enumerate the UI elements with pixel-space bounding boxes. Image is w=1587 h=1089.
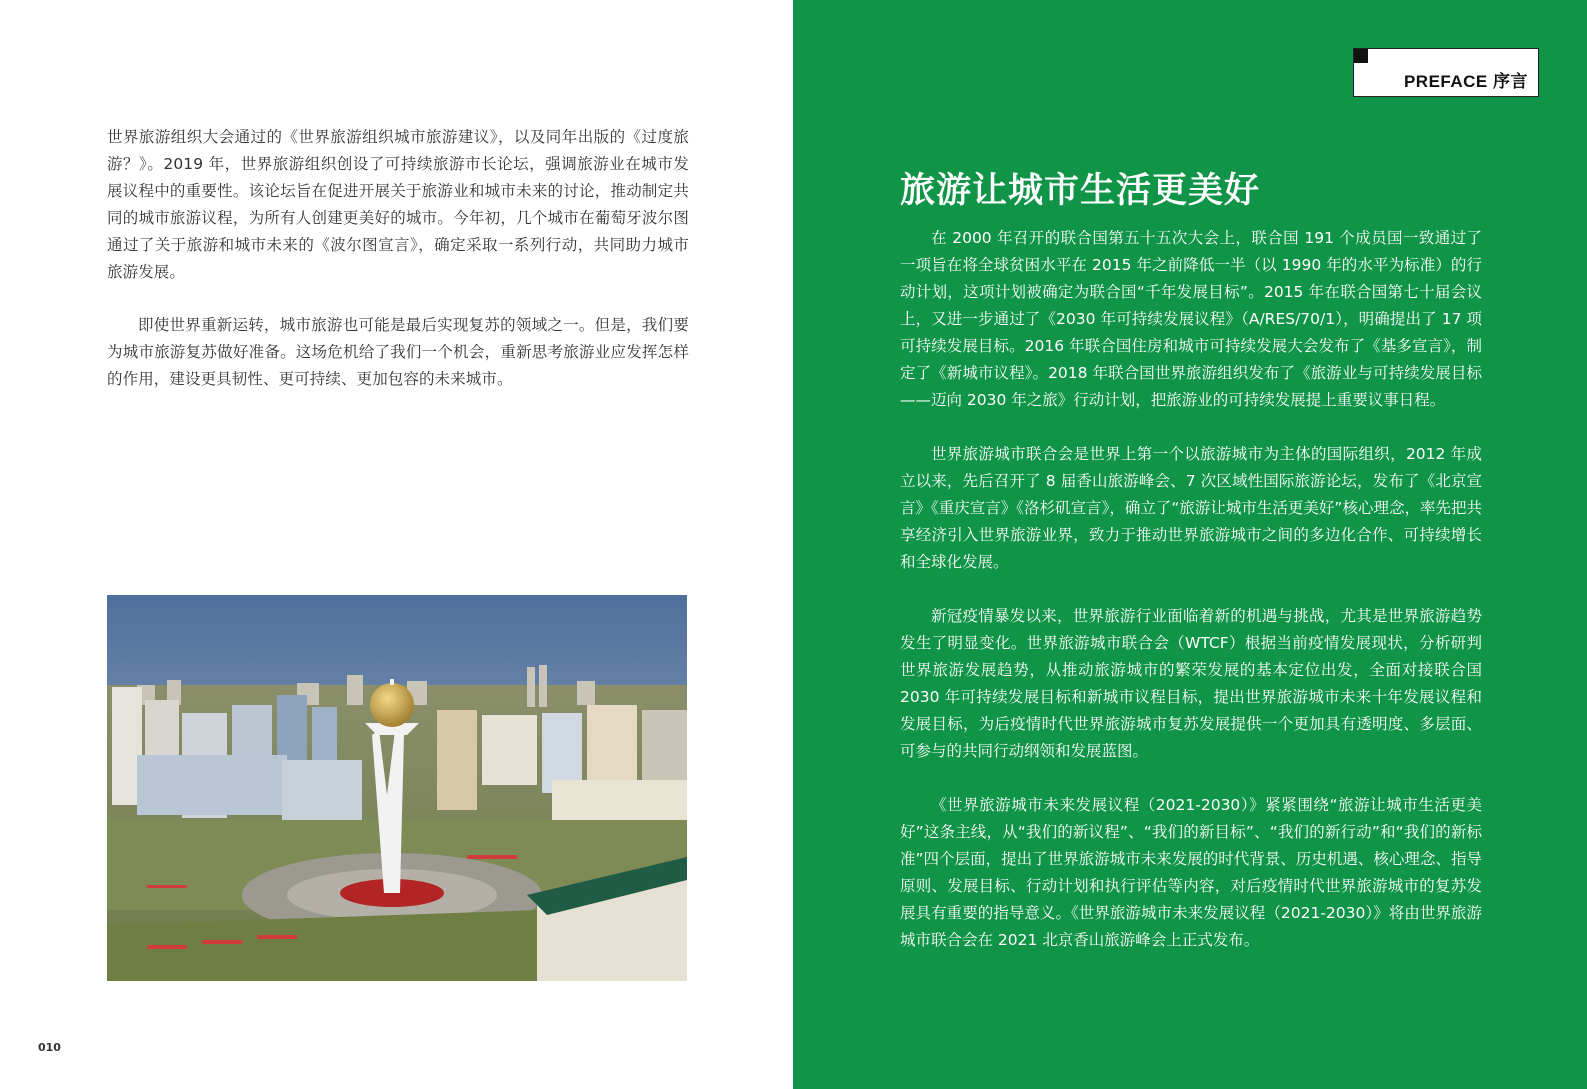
left-paragraph-1: 世界旅游组织大会通过的《世界旅游组织城市旅游建议》，以及同年出版的《过度旅游？》。2019 年，世界旅游组织创设了可持续旅游市长论坛，强调旅游业在城市发展议程中的重要性。该论坛旨在促进开展关于旅游业和城市未来的讨论，推动制定共同的城市旅游议程，为所有人创建更美好的城市。今年初，几个城市在葡萄牙波尔图通过了关于旅游和城市未来的《波尔图宣言》，确定采取一系列行动，共同助力城市旅游发展。 <box>107 128 689 281</box>
astana-cityscape-image <box>107 595 687 981</box>
preface-label: PREFACE 序言 <box>1403 72 1528 91</box>
city-photo <box>107 595 687 981</box>
right-paragraph-2: 世界旅游城市联合会是世界上第一个以旅游城市为主体的国际组织，2012 年成立以来，先后召开了 8 届香山旅游峰会、7 次区域性国际旅游论坛，发布了《北京宣言》《重庆宣言》《洛杉矶宣言》，确立了“旅游让城市生活更美好”核心理念，率先把共享经济引入世界旅游业界，致力于推动世界旅游城市之间的多边化合作、可持续增长和全球化发展。 <box>900 445 1482 571</box>
left-paragraph-2: 即使世界重新运转，城市旅游也可能是最后实现复苏的领域之一。但是，我们要为城市旅游复苏做好准备。这场危机给了我们一个机会，重新思考旅游业应发挥怎样的作用，建设更具韧性、更可持续、更加包容的未来城市。 <box>107 316 689 388</box>
page-number: 010 <box>38 1041 61 1054</box>
preface-label-box <box>1353 48 1539 97</box>
left-page <box>0 0 793 1089</box>
right-paragraph-1: 在 2000 年召开的联合国第五十五次大会上，联合国 191 个成员国一致通过了一项旨在将全球贫困水平在 2015 年之前降低一半（以 1990 年的水平为标准）的行动计划，这项计划被确定为联合国“千年发展目标”。2015 年在联合国第七十届会议上，又进一步通过了《2030 年可持续发展议程》（A/RES/70/1），明确提出了 17 项可持续发展目标。2016 年联合国住房和城市可持续发展大会发布了《基多宣言》，制定了《新城市议程》。2018 年联合国世界旅游组织发布了《旅游业与可持续发展目标——迈向 2030 年之旅》行动计划，把旅游业的可持续发展提上重要议事日程。 <box>900 229 1482 409</box>
right-page <box>793 0 1587 1089</box>
right-paragraph-3: 新冠疫情暴发以来，世界旅游行业面临着新的机遇与挑战，尤其是世界旅游趋势发生了明显变化。世界旅游城市联合会（WTCF）根据当前疫情发展现状，分析研判世界旅游发展趋势，从推动旅游城市的繁荣发展的基本定位出发，全面对接联合国 2030 年可持续发展目标和新城市议程目标，提出世界旅游城市未来十年发展议程和发展目标，为后疫情时代世界旅游城市复苏发展提供一个更加具有透明度、多层面、可参与的共同行动纲领和发展蓝图。 <box>900 607 1482 760</box>
left-body-text <box>107 124 689 419</box>
section-title: 旅游让城市生活更美好 <box>900 171 1261 211</box>
right-body-text <box>900 225 1482 981</box>
preface-corner-mark <box>1354 49 1368 63</box>
right-paragraph-4: 《世界旅游城市未来发展议程（2021-2030）》紧紧围绕“旅游让城市生活更美好”这条主线，从“我们的新议程”、“我们的新目标”、“我们的新行动”和“我们的新标准”四个层面，提出了世界旅游城市未来发展的时代背景、历史机遇、核心理念、指导原则、发展目标、行动计划和执行评估等内容，对后疫情时代世界旅游城市的复苏发展具有重要的指导意义。《世界旅游城市未来发展议程（2021-2030）》将由世界旅游城市联合会在 2021 北京香山旅游峰会上正式发布。 <box>900 796 1482 949</box>
